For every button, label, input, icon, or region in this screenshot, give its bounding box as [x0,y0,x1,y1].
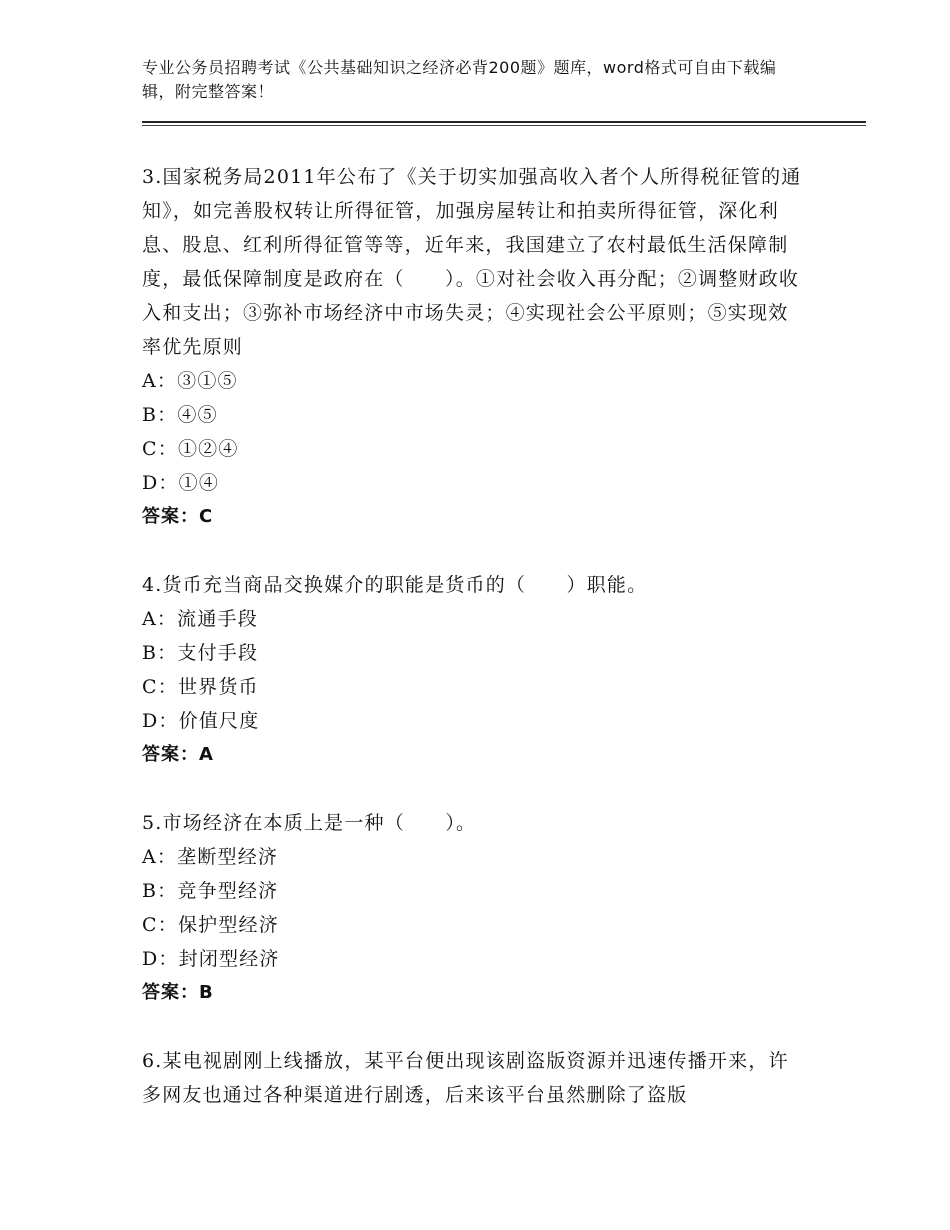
question-3 [142,160,802,534]
question-stem: 3.国家税务局2011年公布了《关于切实加强高收入者个人所得税征管的通知》，如完善股权转让所得征管，加强房屋转让和拍卖所得征管，深化利息、股息、红利所得征管等等，近年来，我国建立了农村最低生活保障制度，最低保障制度是政府在（ ）。①对社会收入再分配；②调整财政收入和支出；③弥补市场经济中市场失灵；④实现社会公平原则；⑤实现效率优先原则 [142,166,802,358]
option-b: B：④⑤ [142,404,218,426]
option-d: D：封闭型经济 [142,948,280,970]
option-c: C：①②④ [142,438,239,460]
header-divider-thin [142,125,866,126]
answer-label: 答案：A [142,744,214,765]
option-c: C：世界货币 [142,676,259,698]
spacer [142,772,802,806]
question-4 [142,568,802,772]
question-stem: 6.某电视剧刚上线播放，某平台便出现该剧盗版资源并迅速传播开来，许多网友也通过各种渠道进行剧透，后来该平台虽然删除了盗版 [142,1050,789,1106]
option-b: B：支付手段 [142,642,259,664]
option-d: D：①④ [142,472,220,494]
option-b: B：竞争型经济 [142,880,279,902]
question-5 [142,806,802,1010]
spacer [142,534,802,568]
question-stem: 4.货币充当商品交换媒介的职能是货币的（ ）职能。 [142,574,648,596]
question-stem: 5.市场经济在本质上是一种（ ）。 [142,812,477,834]
answer-label: 答案：B [142,982,214,1003]
question-list [142,160,802,1112]
question-6 [142,1044,802,1112]
document-header: 专业公务员招聘考试《公共基础知识之经济必背200题》题库，word格式可自由下载编辑，附完整答案！ [142,58,777,101]
option-c: C：保护型经济 [142,914,279,936]
option-a: A：③①⑤ [142,370,238,392]
option-a: A：流通手段 [142,608,258,630]
spacer [142,1010,802,1044]
option-a: A：垄断型经济 [142,846,279,868]
answer-label: 答案：C [142,506,214,527]
option-d: D：价值尺度 [142,710,260,732]
header-divider [142,121,866,123]
